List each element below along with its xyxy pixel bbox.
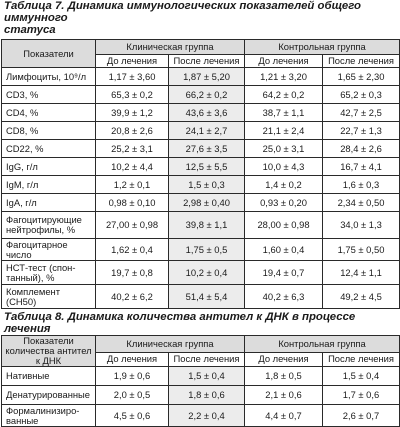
- table-row: [2, 194, 400, 212]
- value-cell: 2,2 ± 0,4: [169, 405, 245, 427]
- dna-antibodies-table-body: [2, 367, 400, 427]
- value-cell: 19,4 ± 0,7: [245, 261, 323, 285]
- value-cell: 1,75 ± 0,50: [323, 239, 400, 261]
- value-cell: 1,5 ± 0,3: [169, 176, 245, 194]
- value-cell: 42,7 ± 2,5: [323, 104, 400, 122]
- value-cell: 40,2 ± 6,3: [245, 285, 323, 309]
- row-label: Лимфоциты, 10⁹/л: [2, 68, 96, 86]
- value-cell: 10,0 ± 4,3: [245, 158, 323, 176]
- header-control-after: После лечения: [323, 352, 400, 366]
- row-label: IgM, г/л: [2, 176, 96, 194]
- table-row: [2, 122, 400, 140]
- row-label: Формалинизиро-ванные: [2, 405, 96, 427]
- value-cell: 1,8 ± 0,6: [169, 386, 245, 405]
- value-cell: 19,7 ± 0,8: [96, 261, 169, 285]
- value-cell: 64,2 ± 0,2: [245, 86, 323, 104]
- value-cell: 43,6 ± 3,6: [169, 104, 245, 122]
- row-label: Фагоцитирующие нейтрофилы, %: [2, 212, 96, 239]
- value-cell: 25,0 ± 3,1: [245, 140, 323, 158]
- table-row: [2, 104, 400, 122]
- table7-caption-line-2: статуса: [4, 24, 56, 36]
- table-row: [2, 176, 400, 194]
- value-cell: 1,9 ± 0,6: [96, 367, 169, 386]
- immune-status-table-body: [2, 68, 400, 309]
- value-cell: 39,8 ± 1,1: [169, 212, 245, 239]
- value-cell: 24,1 ± 2,7: [169, 122, 245, 140]
- value-cell: 2,0 ± 0,5: [96, 386, 169, 405]
- value-cell: 0,93 ± 0,20: [245, 194, 323, 212]
- value-cell: 0,98 ± 0,10: [96, 194, 169, 212]
- table-row: [2, 212, 400, 239]
- header-control-before: До лечения: [245, 55, 323, 68]
- value-cell: 27,6 ± 3,5: [169, 140, 245, 158]
- value-cell: 1,2 ± 0,1: [96, 176, 169, 194]
- table7-caption: [4, 0, 400, 36]
- value-cell: 4,4 ± 0,7: [245, 405, 323, 427]
- header-indicator: Показатели количества антител к ДНК: [2, 336, 96, 367]
- row-label: Комплемент (CH50): [2, 285, 96, 309]
- table-row: [2, 261, 400, 285]
- table-row: [2, 86, 400, 104]
- row-label: НСТ-тест (спон-танный), %: [2, 261, 96, 285]
- immune-status-table: [1, 39, 400, 309]
- value-cell: 28,4 ± 2,6: [323, 140, 400, 158]
- header-clinical-group: Клиническая группа: [96, 336, 245, 353]
- value-cell: 12,4 ± 1,1: [323, 261, 400, 285]
- value-cell: 1,6 ± 0,3: [323, 176, 400, 194]
- value-cell: 2,98 ± 0,40: [169, 194, 245, 212]
- value-cell: 1,65 ± 2,30: [323, 68, 400, 86]
- header-control-after: После лечения: [323, 55, 400, 68]
- row-label: IgA, г/л: [2, 194, 96, 212]
- value-cell: 39,9 ± 1,2: [96, 104, 169, 122]
- value-cell: 1,5 ± 0,4: [169, 367, 245, 386]
- value-cell: 1,75 ± 0,5: [169, 239, 245, 261]
- header-control-before: До лечения: [245, 352, 323, 366]
- row-label: CD22, %: [2, 140, 96, 158]
- header-control-group: Контрольная группа: [245, 40, 400, 55]
- value-cell: 20,8 ± 2,6: [96, 122, 169, 140]
- value-cell: 65,3 ± 0,2: [96, 86, 169, 104]
- value-cell: 12,5 ± 5,5: [169, 158, 245, 176]
- row-label: CD3, %: [2, 86, 96, 104]
- table-row: [2, 367, 400, 386]
- value-cell: 38,7 ± 1,1: [245, 104, 323, 122]
- value-cell: 49,2 ± 4,5: [323, 285, 400, 309]
- table-row: [2, 285, 400, 309]
- value-cell: 2,6 ± 0,7: [323, 405, 400, 427]
- dna-antibodies-table: [1, 335, 400, 427]
- value-cell: 2,34 ± 0,50: [323, 194, 400, 212]
- value-cell: 22,7 ± 1,3: [323, 122, 400, 140]
- header-indicator: Показатели: [2, 40, 96, 68]
- value-cell: 1,62 ± 0,4: [96, 239, 169, 261]
- table8-caption: Таблица 8. Динамика количества антител к ДНК в процессе лечения: [4, 311, 356, 335]
- value-cell: 2,1 ± 0,6: [245, 386, 323, 405]
- header-control-group: Контрольная группа: [245, 336, 400, 353]
- value-cell: 1,17 ± 3,60: [96, 68, 169, 86]
- row-label: CD8, %: [2, 122, 96, 140]
- value-cell: 51,4 ± 5,4: [169, 285, 245, 309]
- table-row: [2, 386, 400, 405]
- value-cell: 66,2 ± 0,2: [169, 86, 245, 104]
- value-cell: 21,1 ± 2,4: [245, 122, 323, 140]
- header-clinical-after: После лечения: [169, 352, 245, 366]
- value-cell: 65,2 ± 0,3: [323, 86, 400, 104]
- row-label: IgG, г/л: [2, 158, 96, 176]
- row-label: Нативные: [2, 367, 96, 386]
- table-row: [2, 158, 400, 176]
- table-row: [2, 239, 400, 261]
- value-cell: 1,87 ± 5,20: [169, 68, 245, 86]
- value-cell: 1,5 ± 0,4: [323, 367, 400, 386]
- value-cell: 25,2 ± 3,1: [96, 140, 169, 158]
- header-clinical-before: До лечения: [96, 352, 169, 366]
- table-row: [2, 68, 400, 86]
- header-clinical-before: До лечения: [96, 55, 169, 68]
- value-cell: 1,7 ± 0,6: [323, 386, 400, 405]
- table-row: [2, 140, 400, 158]
- value-cell: 28,00 ± 0,98: [245, 212, 323, 239]
- value-cell: 40,2 ± 6,2: [96, 285, 169, 309]
- value-cell: 1,4 ± 0,2: [245, 176, 323, 194]
- row-label: Фагоцитарное число: [2, 239, 96, 261]
- value-cell: 1,21 ± 3,20: [245, 68, 323, 86]
- value-cell: 10,2 ± 0,4: [169, 261, 245, 285]
- header-clinical-group: Клиническая группа: [96, 40, 245, 55]
- row-label: CD4, %: [2, 104, 96, 122]
- value-cell: 4,5 ± 0,6: [96, 405, 169, 427]
- table7-caption-line-1: Таблица 7. Динамика иммунологических показателей общего иммунного: [4, 0, 362, 24]
- value-cell: 16,7 ± 4,1: [323, 158, 400, 176]
- row-label: Денатурированные: [2, 386, 96, 405]
- header-clinical-after: После лечения: [169, 55, 245, 68]
- value-cell: 1,60 ± 0,4: [245, 239, 323, 261]
- value-cell: 27,00 ± 0,98: [96, 212, 169, 239]
- value-cell: 34,0 ± 1,3: [323, 212, 400, 239]
- value-cell: 10,2 ± 4,4: [96, 158, 169, 176]
- value-cell: 1,8 ± 0,5: [245, 367, 323, 386]
